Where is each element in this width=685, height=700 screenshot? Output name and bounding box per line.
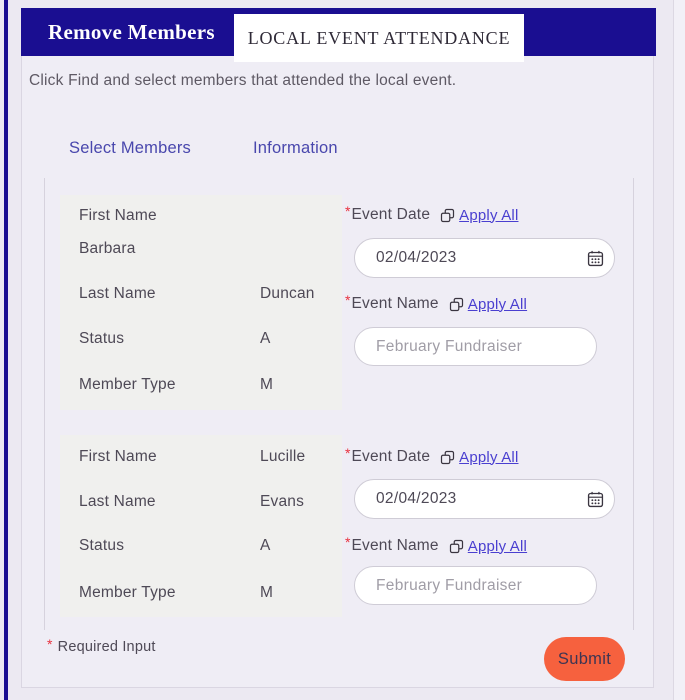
dialog-card	[21, 8, 654, 688]
event-name-field-1	[354, 327, 597, 366]
event-name-label: Event Name	[351, 295, 439, 312]
calendar-icon[interactable]	[576, 239, 614, 277]
members-panel	[44, 178, 634, 630]
event-name-label-row-1	[345, 292, 528, 313]
member-type-value: M	[260, 584, 274, 601]
required-asterisk: *	[345, 292, 351, 308]
required-asterisk: *	[47, 636, 53, 652]
calendar-icon[interactable]	[576, 480, 614, 518]
event-date-field-1	[354, 238, 615, 278]
first-name-label: First Name	[79, 207, 157, 224]
event-date-input-2[interactable]	[355, 480, 576, 518]
status-value: A	[260, 537, 271, 554]
apply-all-event-name-1[interactable]: Apply All	[467, 295, 528, 313]
status-label: Status	[79, 537, 125, 554]
event-name-field-2	[354, 566, 597, 605]
tab-local-event-attendance-label: LOCAL EVENT ATTENDANCE	[247, 27, 511, 48]
event-date-label-row-2	[345, 445, 519, 466]
last-name-value: Evans	[260, 493, 305, 510]
member-info-block-2	[60, 435, 342, 617]
last-name-label: Last Name	[79, 493, 156, 510]
member-type-value: M	[260, 376, 274, 393]
copy-icon	[440, 450, 455, 465]
copy-icon	[440, 208, 455, 223]
event-name-input-1[interactable]	[355, 328, 596, 365]
submit-button[interactable]: Submit	[544, 637, 625, 681]
tab-select-members[interactable]: Select Members	[69, 139, 192, 157]
event-name-label-row-2	[345, 534, 528, 555]
tab-information[interactable]: Information	[253, 139, 338, 157]
required-note	[47, 636, 156, 655]
instruction-text: Click Find and select members that attended the local event.	[29, 72, 457, 89]
event-date-label-row-1	[345, 203, 519, 224]
event-date-input-1[interactable]	[355, 239, 576, 277]
first-name-value: Barbara	[79, 240, 136, 257]
member-type-label: Member Type	[79, 584, 176, 601]
event-name-label: Event Name	[351, 537, 439, 554]
tab-local-event-attendance[interactable]	[234, 14, 524, 62]
left-accent-bar	[4, 0, 8, 700]
required-asterisk: *	[345, 445, 351, 461]
required-asterisk: *	[345, 203, 351, 219]
event-date-label: Event Date	[351, 206, 431, 223]
event-date-field-2	[354, 479, 615, 519]
last-name-label: Last Name	[79, 285, 156, 302]
first-name-value: Lucille	[260, 448, 306, 465]
event-date-label: Event Date	[351, 448, 431, 465]
scrollbar-track[interactable]	[673, 0, 685, 700]
apply-all-event-name-2[interactable]: Apply All	[467, 537, 528, 555]
copy-icon	[449, 539, 464, 554]
required-note-text: Required Input	[57, 639, 156, 655]
copy-icon	[449, 297, 464, 312]
required-asterisk: *	[345, 534, 351, 550]
apply-all-event-date-2[interactable]: Apply All	[459, 448, 519, 466]
event-name-input-2[interactable]	[355, 567, 596, 604]
member-info-block-1	[60, 195, 342, 410]
page-title: Remove Members	[48, 20, 215, 44]
last-name-value: Duncan	[260, 285, 315, 302]
first-name-label: First Name	[79, 448, 157, 465]
apply-all-event-date-1[interactable]: Apply All	[459, 206, 519, 224]
status-label: Status	[79, 330, 125, 347]
member-type-label: Member Type	[79, 376, 176, 393]
status-value: A	[260, 330, 271, 347]
